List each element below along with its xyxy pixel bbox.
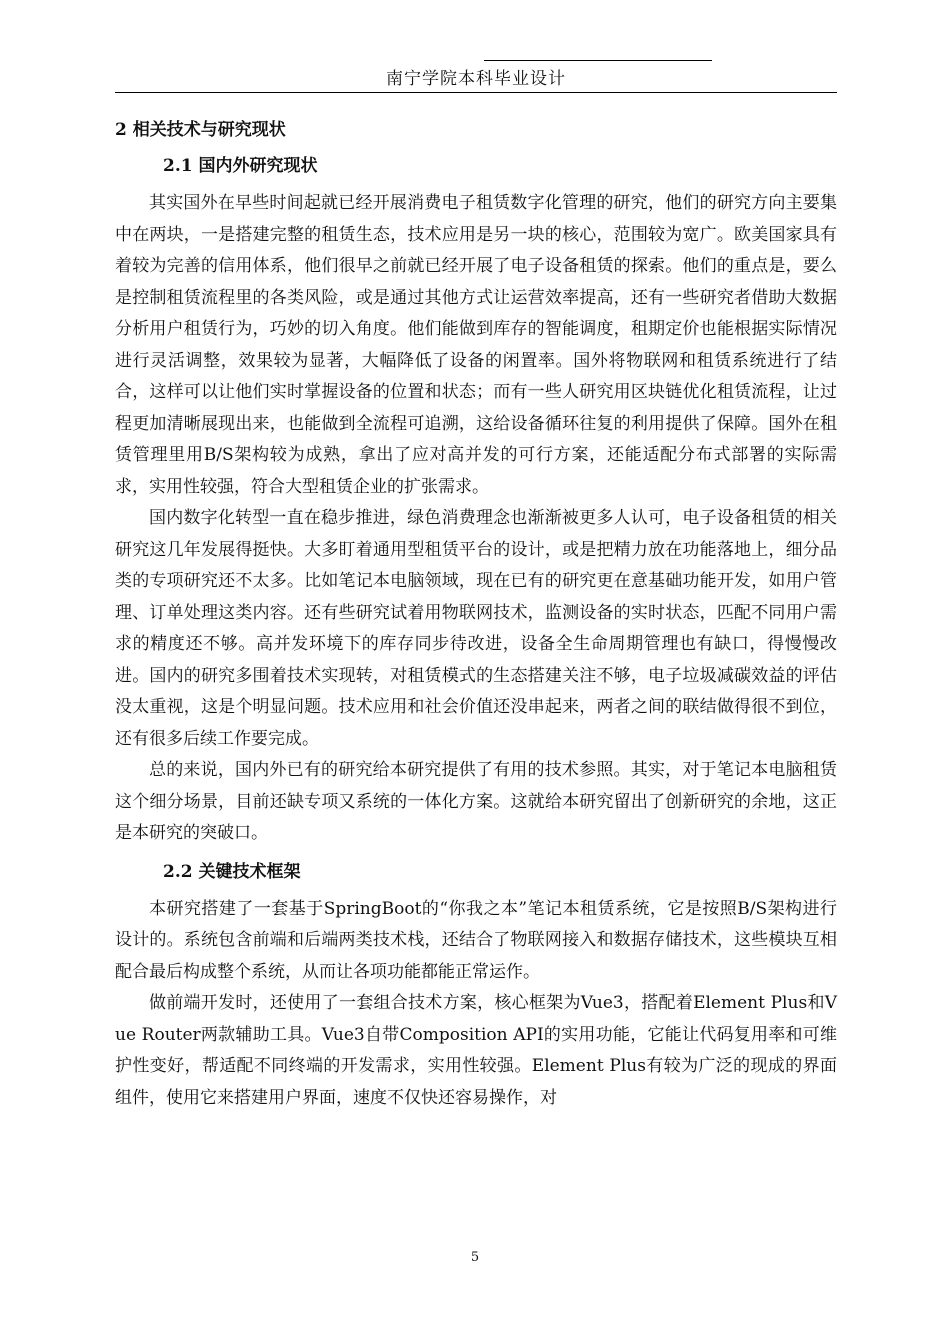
paragraph: 做前端开发时，还使用了一套组合技术方案，核心框架为Vue3，搭配着Element Plus和Vue Router两款辅助工具。Vue3自带Composition API的实用功能，它能让代码复用率和可维护性变好，帮适配不同终端的开发需求，实用性较强。Element Plus有较为广泛的现成的界面组件，使用它来搭建用户界面，速度不仅快还容易操作，对 [115,993,837,1108]
paragraph: 其实国外在早些时间起就已经开展消费电子租赁数字化管理的研究，他们的研究方向主要集中在两块，一是搭建完整的租赁生态，技术应用是另一块的核心，范围较为宽广。欧美国家具有着较为完善的信用体系，他们很早之前就已经开展了电子设备租赁的探索。他们的重点是，要么是控制租赁流程里的各类风险，或是通过其他方式让运营效率提高，还有一些研究者借助大数据分析用户租赁行为，巧妙的切入角度。他们能做到库存的智能调度，租期定价也能根据实际情况进行灵活调整，效果较为显著，大幅降低了设备的闲置率。国外将物联网和租赁系统进行了结合，这样可以让他们实时掌握设备的位置和状态；而有一些人研究用区块链优化租赁流程，让过程更加清晰展现出来，也能做到全流程可追溯，这给设备循环往复的利用提供了保障。国外在租赁管理里用B/S架构较为成熟，拿出了应对高并发的可行方案，还能适配分布式部署的实际需求，实用性较强，符合大型租赁企业的扩张需求。 [115,193,837,497]
paragraph: 总的来说，国内外已有的研究给本研究提供了有用的技术参照。其实，对于笔记本电脑租赁这个细分场景，目前还缺专项又系统的一体化方案。这就给本研究留出了创新研究的余地，这正是本研究的突破口。 [115,760,837,843]
subsection-heading-2-2: 2.2 关键技术框架 [163,861,301,882]
paragraph: 国内数字化转型一直在稳步推进，绿色消费理念也渐渐被更多人认可，电子设备租赁的相关研究这几年发展得挺快。大多盯着通用型租赁平台的设计，或是把精力放在功能落地上，细分品类的专项研究还不太多。比如笔记本电脑领域，现在已有的研究更在意基础功能开发，如用户管理、订单处理这类内容。还有些研究试着用物联网技术，监测设备的实时状态，匹配不同用户需求的精度还不够。高并发环境下的库存同步待改进，设备全生命周期管理也有缺口，得慢慢改进。国内的研究多围着技术实现转，对租赁模式的生态搭建关注不够，电子垃圾减碳效益的评估没太重视，这是个明显问题。技术应用和社会价值还没串起来，两者之间的联结做得很不到位，还有很多后续工作要完成。 [115,508,837,749]
paragraph: 本研究搭建了一套基于SpringBoot的“你我之本”笔记本租赁系统，它是按照B/S架构进行设计的。系统包含前端和后端两类技术栈，还结合了物联网接入和数据存储技术，这些模块互相配合最后构成整个系统，从而让各项功能都能正常运作。 [115,898,837,982]
header-rule-long [115,92,837,93]
running-header: 南宁学院本科毕业设计 [386,69,566,89]
page-body [115,118,837,1114]
page-number: 5 [470,1250,480,1265]
subsection-heading-2-1: 2.1 国内外研究现状 [163,156,318,176]
section-heading: 2 相关技术与研究现状 [115,120,286,140]
header-rule-short [484,60,712,61]
section-spacer [115,850,837,860]
